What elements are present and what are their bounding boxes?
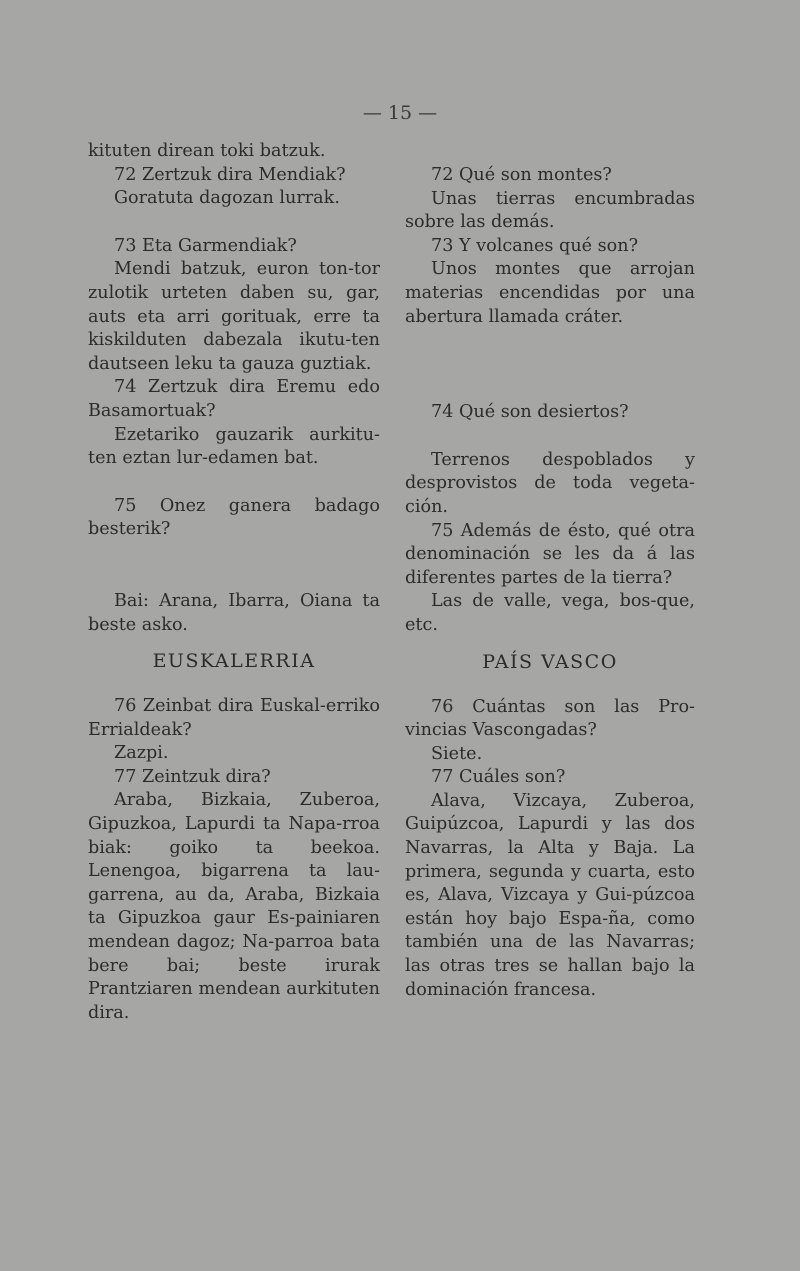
question-77: 77 Zeintzuk dira? [114,766,271,787]
answer-77: Alava, Vizcaya, Zuberoa, Guipúzcoa, Lapurdi y las dos Navarras, la Alta y Baja. La primera, segunda y cuarta, esto es, Alava, Vizcaya y Gui-púzcoa están hoy bajo Espa-ña, como también una de las Navarras; las otras tres se hallan bajo la dominación francesa. [405,790,695,1000]
question-76: 76 Zeinbat dira Euskal-erriko Errialdeak? [88,696,380,740]
question-73: 73 Eta Garmendiak? [114,235,297,256]
page-number: — 15 — [362,102,438,124]
answer-76: Siete. [431,743,483,764]
question-73: 73 Y volcanes qué son? [431,235,639,256]
answer-74: Terrenos despoblados y desprovistos de toda vegeta-ción. [405,449,695,517]
answer-74: Ezetariko gauzarik aurkitu-ten eztan lur-edamen bat. [88,424,380,469]
question-75: 75 Además de ésto, qué otra denominación se les da á las diferentes partes de la tierra? [405,520,695,588]
question-72: 72 Zertzuk dira Mendiak? [114,164,346,185]
answer-76: Zazpi. [114,743,169,764]
question-74: 74 Qué son desiertos? [431,402,629,423]
answer-75: Las de valle, vega, bos-que, etc. [405,591,695,635]
answer-72: Unas tierras encumbradas sobre las demás. [405,188,695,233]
question-75: 75 Onez ganera badago besterik? [88,495,380,540]
basque-column [88,140,380,1025]
section-heading: EUSKALERRIA [152,650,316,673]
answer-73: Unos montes que arrojan materias encendidas por una abertura llamada cráter. [405,259,695,327]
paragraph: kituten direan toki batzuk. [88,141,326,161]
answer-72: Goratuta dagozan lurrak. [114,188,340,209]
answer-77: Araba, Bizkaia, Zuberoa, Gipuzkoa, Lapurdi ta Napa-rroa biak: goiko ta beekoa. Lenengoa, bigarrena ta lau-garrena, au da, Araba, Bizkaia ta Gipuzkoa gaur Es-painiaren mendean dagoz; Na-parroa bata bere bai; beste irurak Prantziaren mendean aurkituten dira. [88,790,380,1023]
question-72: 72 Qué son montes? [431,165,612,185]
question-74: 74 Zertzuk dira Eremu edo Basamortuak? [88,377,380,421]
question-77: 77 Cuáles son? [431,767,566,788]
answer-73: Mendi batzuk, euron ton-tor zulotik urteten daben su, gar, auts eta arri gorituak, erre ta kiskilduten dabezala ikutu-ten dautseen leku ta gauza guztiak. [88,259,380,374]
spanish-column [405,140,695,1002]
question-76: 76 Cuántas son las Pro-vincias Vascongadas? [405,696,695,741]
section-heading: PAÍS VASCO [482,650,618,673]
answer-75: Bai: Arana, Ibarra, Oiana ta beste asko. [88,590,380,635]
